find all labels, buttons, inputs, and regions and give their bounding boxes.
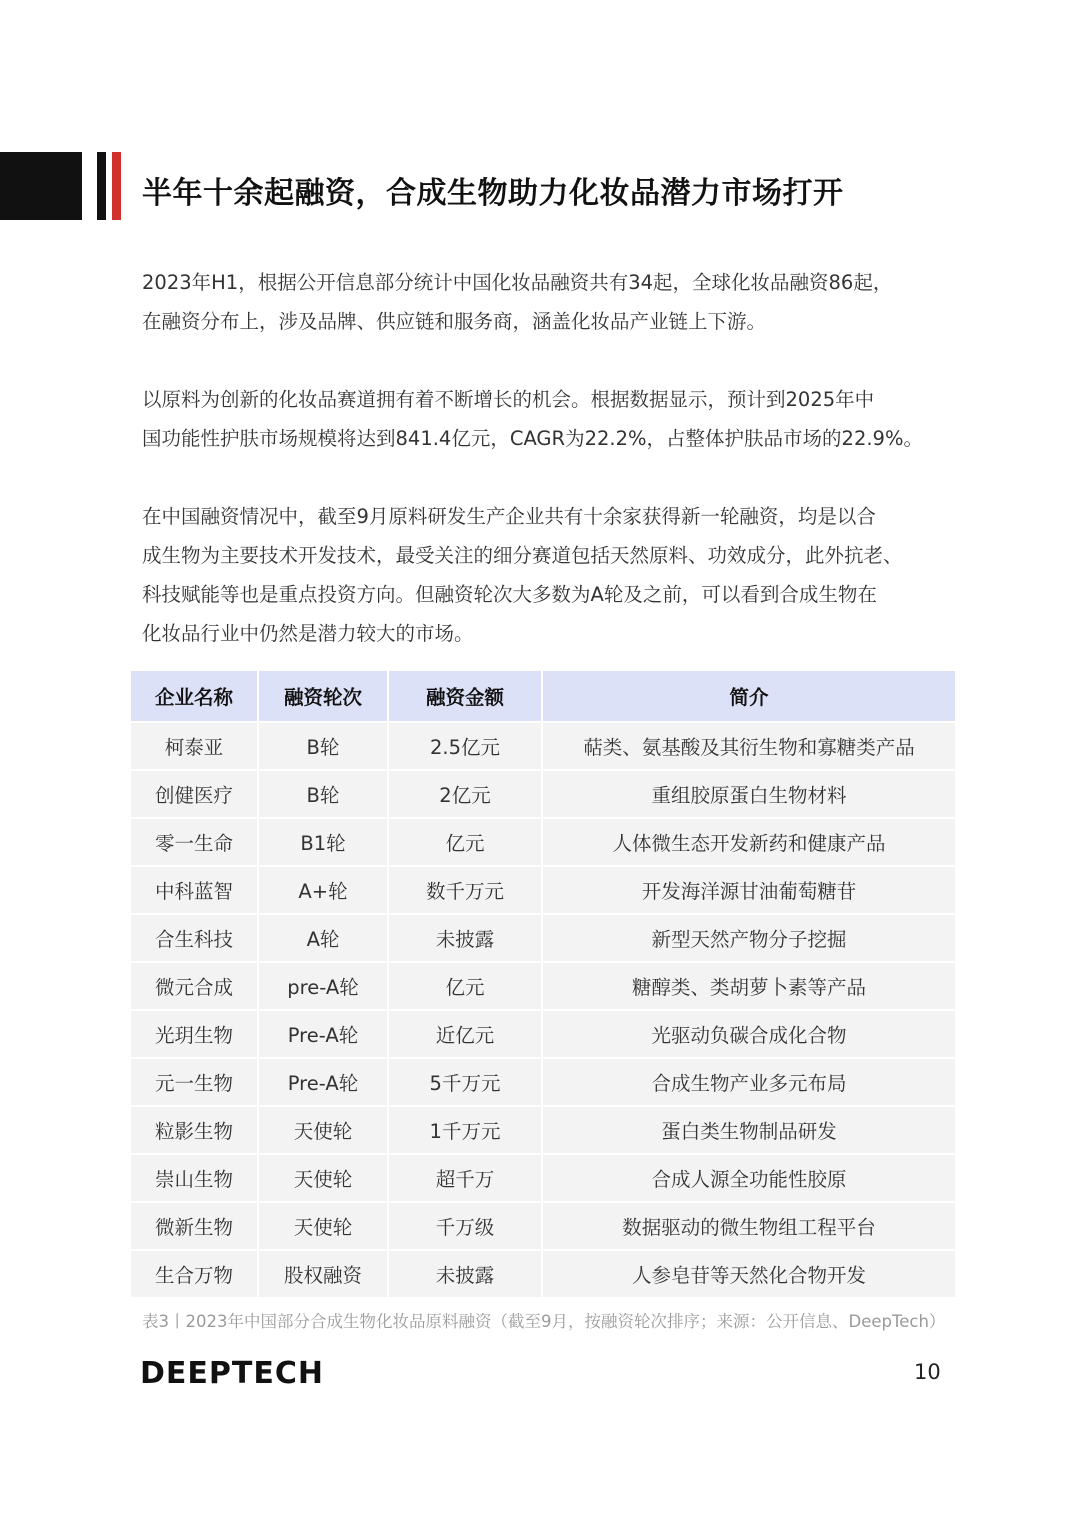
paragraph-line: 化妆品行业中仍然是潜力较大的市场。 <box>142 622 474 645</box>
cell-description: 人体微生态开发新药和健康产品 <box>542 818 955 866</box>
header-red-bar <box>112 152 121 220</box>
cell-round: A轮 <box>258 914 388 962</box>
table-row <box>131 722 955 770</box>
cell-round: Pre-A轮 <box>258 1058 388 1106</box>
header-black-bar <box>97 152 106 220</box>
paragraph-line: 在融资分布上，涉及品牌、供应链和服务商，涵盖化妆品产业链上下游。 <box>142 310 767 333</box>
cell-amount: 千万级 <box>388 1202 542 1250</box>
table-row <box>131 1106 955 1154</box>
cell-company: 微新生物 <box>131 1202 258 1250</box>
paragraph-2 <box>142 380 962 458</box>
cell-round: B轮 <box>258 722 388 770</box>
header-description: 简介 <box>542 671 955 722</box>
cell-round: A+轮 <box>258 866 388 914</box>
table-caption: 表3丨2023年中国部分合成生物化妆品原料融资（截至9月，按融资轮次排序；来源：公开信息、DeepTech） <box>142 1312 946 1331</box>
cell-round: pre-A轮 <box>258 962 388 1010</box>
cell-description: 蛋白类生物制品研发 <box>542 1106 955 1154</box>
cell-amount: 1千万元 <box>388 1106 542 1154</box>
page-number: 10 <box>914 1360 941 1384</box>
cell-round: 天使轮 <box>258 1106 388 1154</box>
table-row <box>131 1154 955 1202</box>
table-row <box>131 1010 955 1058</box>
paragraph-line: 国功能性护肤市场规模将达到841.4亿元，CAGR为22.2%，占整体护肤品市场的22.9%。 <box>142 427 923 450</box>
cell-description: 人参皂苷等天然化合物开发 <box>542 1250 955 1298</box>
cell-description: 糖醇类、类胡萝卜素等产品 <box>542 962 955 1010</box>
cell-description: 合成生物产业多元布局 <box>542 1058 955 1106</box>
cell-description: 萜类、氨基酸及其衍生物和寡糖类产品 <box>542 722 955 770</box>
cell-amount: 超千万 <box>388 1154 542 1202</box>
cell-description: 新型天然产物分子挖掘 <box>542 914 955 962</box>
paragraph-line: 科技赋能等也是重点投资方向。但融资轮次大多数为A轮及之前，可以看到合成生物在 <box>142 583 877 606</box>
deeptech-logo <box>140 1356 324 1391</box>
cell-round: B轮 <box>258 770 388 818</box>
paragraph-3 <box>142 497 962 653</box>
cell-description: 重组胶原蛋白生物材料 <box>542 770 955 818</box>
table-row <box>131 1250 955 1298</box>
cell-company: 中科蓝智 <box>131 866 258 914</box>
paragraph-line: 2023年H1，根据公开信息部分统计中国化妆品融资共有34起，全球化妆品融资86起， <box>142 271 893 294</box>
table-row <box>131 770 955 818</box>
cell-description: 合成人源全功能性胶原 <box>542 1154 955 1202</box>
table-header-row <box>131 671 955 722</box>
cell-company: 粒影生物 <box>131 1106 258 1154</box>
table-row <box>131 866 955 914</box>
table-row <box>131 962 955 1010</box>
header-company: 企业名称 <box>131 671 258 722</box>
cell-company: 微元合成 <box>131 962 258 1010</box>
cell-company: 光玥生物 <box>131 1010 258 1058</box>
table-row <box>131 818 955 866</box>
cell-amount: 2.5亿元 <box>388 722 542 770</box>
cell-company: 元一生物 <box>131 1058 258 1106</box>
cell-company: 合生科技 <box>131 914 258 962</box>
cell-round: 天使轮 <box>258 1154 388 1202</box>
cell-company: 创健医疗 <box>131 770 258 818</box>
cell-company: 崇山生物 <box>131 1154 258 1202</box>
cell-description: 数据驱动的微生物组工程平台 <box>542 1202 955 1250</box>
cell-round: Pre-A轮 <box>258 1010 388 1058</box>
paragraph-line: 成生物为主要技术开发技术，最受关注的细分赛道包括天然原料、功效成分，此外抗老、 <box>142 544 903 567</box>
cell-round: B1轮 <box>258 818 388 866</box>
cell-amount: 亿元 <box>388 962 542 1010</box>
cell-amount: 未披露 <box>388 1250 542 1298</box>
cell-round: 股权融资 <box>258 1250 388 1298</box>
cell-amount: 2亿元 <box>388 770 542 818</box>
cell-amount: 未披露 <box>388 914 542 962</box>
cell-description: 光驱动负碳合成化合物 <box>542 1010 955 1058</box>
cell-amount: 近亿元 <box>388 1010 542 1058</box>
table-row <box>131 1202 955 1250</box>
header-black-block <box>0 152 82 220</box>
paragraph-line: 以原料为创新的化妆品赛道拥有着不断增长的机会。根据数据显示，预计到2025年中 <box>142 388 875 411</box>
logo-text: DEEPTECH <box>140 1356 324 1391</box>
paragraph-line: 在中国融资情况中，截至9月原料研发生产企业共有十余家获得新一轮融资，均是以合 <box>142 505 876 528</box>
table-row <box>131 1058 955 1106</box>
cell-amount: 数千万元 <box>388 866 542 914</box>
cell-company: 生合万物 <box>131 1250 258 1298</box>
cell-round: 天使轮 <box>258 1202 388 1250</box>
header-amount: 融资金额 <box>388 671 542 722</box>
header-round: 融资轮次 <box>258 671 388 722</box>
financing-table <box>131 671 955 1299</box>
paragraph-1 <box>142 263 962 341</box>
cell-description: 开发海洋源甘油葡萄糖苷 <box>542 866 955 914</box>
cell-company: 零一生命 <box>131 818 258 866</box>
table-row <box>131 914 955 962</box>
cell-amount: 亿元 <box>388 818 542 866</box>
cell-company: 柯泰亚 <box>131 722 258 770</box>
cell-amount: 5千万元 <box>388 1058 542 1106</box>
page-title: 半年十余起融资，合成生物助力化妆品潜力市场打开 <box>142 176 844 211</box>
